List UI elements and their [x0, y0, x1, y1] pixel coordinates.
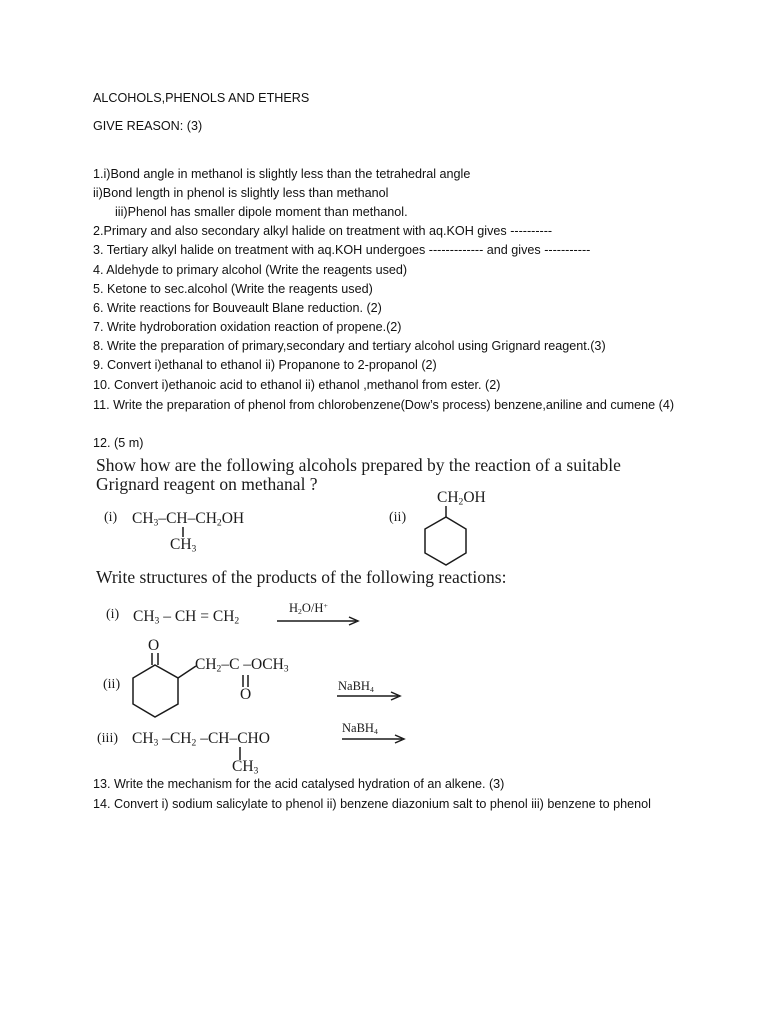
- reaction-ii-label: (ii): [103, 677, 121, 692]
- section-heading: GIVE REASON: (3): [93, 119, 203, 133]
- question-4: 4. Aldehyde to primary alcohol (Write the reagents used): [93, 263, 408, 277]
- grignard-structure-i: $CH_3-CH-CH_2OH$: [132, 510, 245, 529]
- question-12: 12. (5 m): [93, 436, 144, 450]
- reaction-iii-reactant: $CH_3$ $-CH_2$ –CH–CHO: [132, 730, 270, 749]
- question-11: 11. Write the preparation of phenol from chlorobenzene(Dow’s process) benzene,aniline and cumene (4): [93, 398, 675, 412]
- question-5: 5. Ketone to sec.alcohol (Write the reagents used): [93, 282, 373, 296]
- question-13: 13. Write the mechanism for the acid catalysed hydration of an alkene. (3): [93, 777, 505, 791]
- reaction-i-reagent: $H_2O/H^+$: [289, 601, 328, 616]
- question-8: 8. Write the preparation of primary,secondary and tertiary alcohol using Grignard reagent.(3): [93, 339, 606, 353]
- reaction-i-label: (i): [106, 607, 120, 622]
- grignard-question-line-2: Grignard reagent on methanal ?: [96, 474, 318, 494]
- question-7: 7. Write hydroboration oxidation reaction of propene.(2): [93, 320, 402, 334]
- grignard-question-line-1: Show how are the following alcohols prepared by the reaction of a suitable: [96, 455, 621, 475]
- grignard-part-i-label: (i): [104, 510, 118, 525]
- reaction-ii-ketone-oxygen: O: [148, 637, 160, 654]
- reaction-ii-ester-oxygen: O: [240, 686, 252, 703]
- question-1-ii: ii)Bond length in phenol is slightly less than methanol: [93, 186, 389, 200]
- products-heading: Write structures of the products of the following reactions:: [96, 567, 507, 587]
- question-3: 3. Tertiary alkyl halide on treatment with aq.KOH undergoes ------------- and gives -----------: [93, 243, 591, 257]
- question-14: 14. Convert i) sodium salicylate to phenol ii) benzene diazonium salt to phenol iii) benzene to phenol: [93, 797, 651, 811]
- cyclohexane-ring: [425, 517, 466, 565]
- reaction-iii-label: (iii): [97, 731, 118, 746]
- cyclohexanone-ring: [133, 665, 178, 717]
- document-title: ALCOHOLS,PHENOLS AND ETHERS: [93, 91, 310, 105]
- question-1-iii: iii)Phenol has smaller dipole moment than methanol.: [115, 205, 408, 219]
- reaction-ii-reagent: NaBH$_4$: [338, 679, 374, 694]
- question-6: 6. Write reactions for Bouveault Blane reduction. (2): [93, 301, 382, 315]
- reaction-iii-reagent: NaBH$_4$: [342, 721, 378, 736]
- grignard-structure-i-methyl: $CH_3$: [170, 536, 197, 555]
- reaction-ii-side-chain: $CH_2-C$ $-OCH_3$: [195, 656, 289, 675]
- question-2: 2.Primary and also secondary alkyl halide on treatment with aq.KOH gives ----------: [93, 224, 553, 238]
- reaction-iii-methyl: $CH_3$: [232, 758, 259, 777]
- grignard-structure-ii-ch2oh: $CH_2OH$: [437, 489, 486, 508]
- grignard-part-ii-label: (ii): [389, 510, 407, 525]
- question-1-i: 1.i)Bond angle in methanol is slightly less than the tetrahedral angle: [93, 167, 471, 181]
- reaction-i-reactant: $CH_3$ – CH = $CH_2$: [133, 608, 240, 627]
- question-10: 10. Convert i)ethanoic acid to ethanol ii) ethanol ,methanol from ester. (2): [93, 378, 501, 392]
- question-9: 9. Convert i)ethanal to ethanol ii) Propanone to 2-propanol (2): [93, 358, 437, 372]
